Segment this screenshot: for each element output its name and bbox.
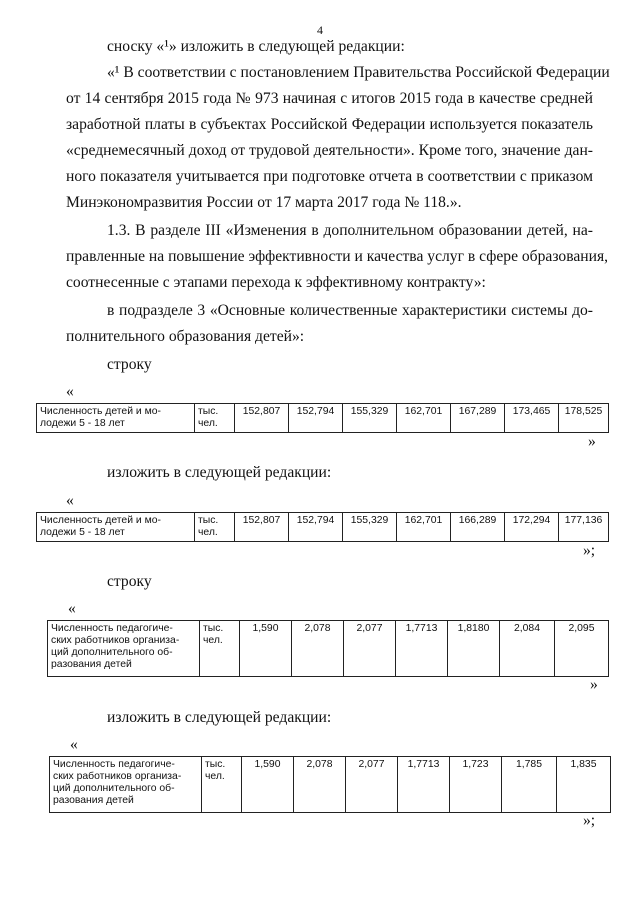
indicator-label: Численность детей и мо- лодежи 5 - 18 лет	[37, 513, 195, 542]
value-cell: 1,835	[557, 757, 611, 813]
value-cell: 1,723	[450, 757, 502, 813]
footnote-text-line: Минэкономразвития России от 17 марта 2017 года № 118.».	[66, 194, 462, 211]
table-row	[50, 757, 611, 813]
value-cell: 178,525	[559, 404, 609, 433]
edit-phrase: изложить в следующей редакции:	[107, 464, 332, 481]
close-quote-semicolon: »;	[583, 542, 596, 559]
value-cell: 162,701	[397, 404, 451, 433]
close-quote: »	[590, 676, 598, 693]
page-number: 4	[317, 23, 323, 37]
open-quote: «	[66, 383, 74, 400]
value-cell: 152,794	[289, 513, 343, 542]
footnote-text-line: заработной платы в субъектах Российской Федерации используется показатель	[66, 116, 593, 133]
value-cell: 1,590	[240, 621, 292, 677]
unit-cell: тыс. чел.	[200, 621, 240, 677]
data-table-3	[47, 620, 609, 677]
value-cell: 2,084	[500, 621, 555, 677]
value-cell: 152,794	[289, 404, 343, 433]
value-cell: 152,807	[235, 513, 289, 542]
value-cell: 1,7713	[396, 621, 448, 677]
subsection-line: в подразделе 3 «Основные количественные характеристики системы до-	[107, 302, 593, 319]
value-cell: 2,077	[344, 621, 396, 677]
indicator-label: Численность детей и мо- лодежи 5 - 18 лет	[37, 404, 195, 433]
section-amendment-line: правленные на повышение эффективности и качества услуг в сфере образования,	[66, 248, 609, 265]
value-cell: 2,095	[555, 621, 609, 677]
value-cell: 152,807	[235, 404, 289, 433]
value-cell: 177,136	[559, 513, 609, 542]
indicator-label: Численность педагогиче- ских работников организа- ций дополнительного об- разования детей	[48, 621, 200, 677]
value-cell: 2,078	[292, 621, 344, 677]
table-row	[37, 513, 609, 542]
value-cell: 1,785	[502, 757, 557, 813]
value-cell: 167,289	[451, 404, 505, 433]
close-quote: »	[588, 433, 596, 450]
value-cell: 2,078	[294, 757, 346, 813]
footnote-text-line: от 14 сентября 2015 года № 973 начиная с итогов 2015 года в качестве средней	[66, 90, 593, 107]
footnote-text-line: «¹ В соответствии с постановлением Правительства Российской Федерации	[107, 64, 610, 81]
table-row	[37, 404, 609, 433]
edit-phrase: изложить в следующей редакции:	[107, 709, 332, 726]
footnote-text-line: ного показателя учитывается при подготовке отчета в соответствии с приказом	[66, 168, 593, 185]
open-quote: «	[66, 492, 74, 509]
value-cell: 166,289	[451, 513, 505, 542]
value-cell: 155,329	[343, 404, 397, 433]
section-amendment-line: 1.3. В разделе III «Изменения в дополнительном образовании детей, на-	[107, 222, 593, 239]
data-table-1	[36, 403, 609, 433]
data-table-2	[36, 512, 609, 542]
open-quote: «	[68, 600, 76, 617]
row-word: строку	[107, 356, 152, 373]
subsection-line: полнительного образования детей»:	[66, 328, 305, 345]
section-amendment-line: соотнесенные с этапами перехода к эффективному контракту»:	[66, 274, 486, 291]
unit-cell: тыс. чел.	[195, 404, 235, 433]
value-cell: 162,701	[397, 513, 451, 542]
footnote-text-line: «среднемесячный доход от трудовой деятельности». Кроме того, значение дан-	[66, 142, 593, 159]
value-cell: 1,7713	[398, 757, 450, 813]
indicator-label: Численность педагогиче- ских работников организа- ций дополнительного об- разования детей	[50, 757, 202, 813]
value-cell: 172,294	[505, 513, 559, 542]
value-cell: 2,077	[346, 757, 398, 813]
value-cell: 1,590	[242, 757, 294, 813]
value-cell: 155,329	[343, 513, 397, 542]
row-word: строку	[107, 573, 152, 590]
unit-cell: тыс. чел.	[195, 513, 235, 542]
value-cell: 173,465	[505, 404, 559, 433]
table-row	[48, 621, 609, 677]
data-table-4	[49, 756, 611, 813]
value-cell: 1,8180	[448, 621, 500, 677]
unit-cell: тыс. чел.	[202, 757, 242, 813]
close-quote-semicolon: »;	[583, 812, 596, 829]
footnote-instruction: сноску «¹» изложить в следующей редакции:	[107, 38, 405, 55]
open-quote: «	[70, 736, 78, 753]
